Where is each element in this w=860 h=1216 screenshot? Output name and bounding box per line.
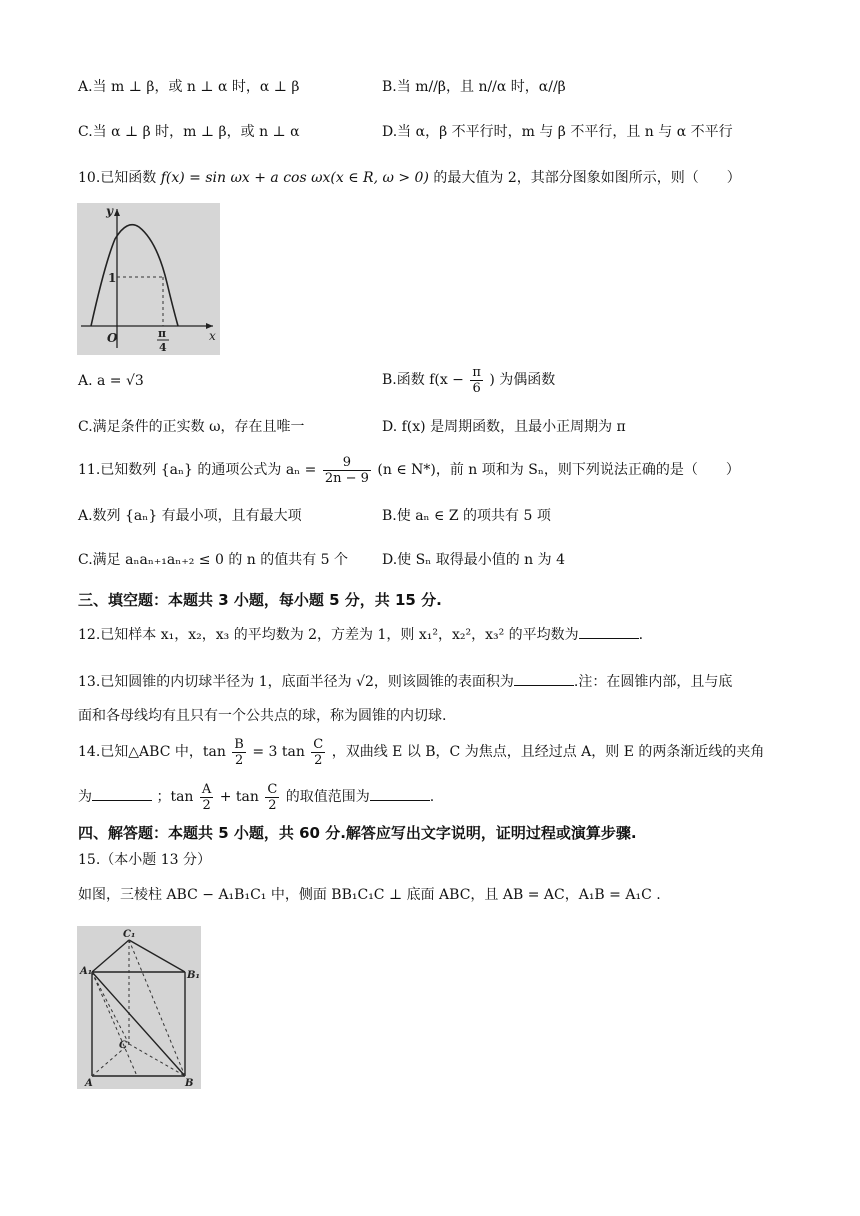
q11-option-b: B.使 aₙ ∈ Z 的项共有 5 项 <box>382 508 551 524</box>
q10-stem-formula: f(x) = sin ωx + a cos ωx(x ∈ R, ω > 0) <box>160 170 429 186</box>
q11-stem <box>78 452 740 488</box>
q14-line2-c: + tan <box>219 789 259 805</box>
q9-option-b: B.当 m//β，且 n//α 时，α//β <box>382 79 566 95</box>
q13-answer-blank <box>514 671 574 686</box>
q14-line1-c: ，双曲线 E 以 B，C 为焦点，且经过点 A，则 E 的两条渐近线的夹角 <box>331 744 765 760</box>
q10-graph-svg <box>77 203 220 355</box>
q9-option-d: D.当 α，β 不平行时，m 与 β 不平行，且 n 与 α 不平行 <box>382 124 733 140</box>
q10-option-b-fraction <box>470 365 483 396</box>
q11-stem-prefix: 11.已知数列 {aₙ} 的通项公式为 aₙ = <box>78 462 317 478</box>
q11-option-a: A.数列 {aₙ} 有最小项，且有最大项 <box>78 508 302 524</box>
q15-label-c1: C₁ <box>123 929 136 940</box>
q14-frac-b <box>232 737 246 768</box>
q15-label-c: C <box>119 1040 127 1051</box>
q15-label-a: A <box>85 1078 93 1089</box>
q10-graph-y-label: y <box>106 204 113 218</box>
q10-option-b-suffix: ) 为偶函数 <box>489 372 556 388</box>
q14-line2-e: . <box>429 789 435 805</box>
q10-graph-x-label: x <box>209 329 216 343</box>
section-3-heading: 三、填空题：本题共 3 小题，每小题 5 分，共 15 分. <box>78 591 442 609</box>
q10-graph-figure <box>77 203 220 355</box>
q14-frac-c-num: C <box>313 736 324 752</box>
q11-option-d: D.使 Sₙ 取得最小值的 n 为 4 <box>382 552 565 568</box>
q11-option-c: C.满足 aₙaₙ₊₁aₙ₊₂ ≤ 0 的 n 的值共有 5 个 <box>78 552 349 568</box>
q14-line1 <box>78 732 764 772</box>
q14-line2-a: 为 <box>78 789 92 805</box>
q14-frac-a-num: A <box>201 781 212 797</box>
q14-line2 <box>78 777 434 817</box>
q14-frac-b-num: B <box>234 736 244 752</box>
q14-frac-c2-num: C <box>267 781 278 797</box>
q14-frac-c-den: 2 <box>314 752 323 768</box>
q10-stem-suffix: 的最大值为 2，其部分图象如图所示，则（ ） <box>433 170 741 186</box>
q10-stem <box>78 167 741 189</box>
q10-option-b-prefix: B.函数 f(x − <box>382 372 464 388</box>
q15-header: 15.（本小题 13 分） <box>78 852 211 868</box>
q15-label-b: B <box>185 1078 194 1089</box>
q10-option-b-num: π <box>472 364 481 380</box>
q14-frac-a <box>200 782 213 813</box>
q10-graph-pi-label: π <box>158 327 167 340</box>
q12-text-a: 12.已知样本 x₁，x₂，x₃ 的平均数为 2，方差为 1，则 x₁²，x₂²，x₃² 的平均数为 <box>78 627 579 643</box>
q10-graph-origin-label: O <box>107 331 118 345</box>
q10-option-c: C.满足条件的正实数 ω，存在且唯一 <box>78 419 305 435</box>
q10-option-b <box>382 362 555 398</box>
q11-stem-num: 9 <box>323 455 371 471</box>
q14-frac-c2-den: 2 <box>268 797 277 813</box>
q14-frac-b-den: 2 <box>234 752 244 768</box>
q12-text <box>78 624 643 646</box>
q15-label-a1: A₁ <box>80 966 93 977</box>
q14-line2-b: ；tan <box>156 789 194 805</box>
q15-label-b1: B₁ <box>187 970 200 981</box>
q14-line1-b: = 3 tan <box>252 744 305 760</box>
q9-option-a: A.当 m ⊥ β，或 n ⊥ α 时，α ⊥ β <box>78 79 300 95</box>
q14-answer-blank-1 <box>92 786 152 801</box>
q11-stem-fraction <box>323 455 371 486</box>
q10-option-a: A. a = √3 <box>78 373 144 389</box>
q15-text: 如图，三棱柱 ABC − A₁B₁C₁ 中，侧面 BB₁C₁C ⊥ 底面 ABC，且 AB = AC，A₁B = A₁C . <box>78 887 661 903</box>
section-4-heading: 四、解答题：本题共 5 小题，共 60 分.解答应写出文字说明，证明过程或演算步骤. <box>78 824 637 842</box>
q10-stem-prefix: 10.已知函数 <box>78 170 157 186</box>
q12-answer-blank <box>579 624 639 639</box>
q10-option-d: D. f(x) 是周期函数，且最小正周期为 π <box>382 419 626 435</box>
q14-line1-a: 14.已知△ABC 中，tan <box>78 744 226 760</box>
q14-frac-c <box>311 737 325 768</box>
q11-stem-suffix: (n ∈ N*)，前 n 项和为 Sₙ，则下列说法正确的是（ ） <box>377 462 740 478</box>
q13-line1-a: 13.已知圆锥的内切球半径为 1，底面半径为 √2，则该圆锥的表面积为 <box>78 674 514 690</box>
q11-stem-den: 2n − 9 <box>324 470 369 486</box>
q13-line1 <box>78 671 732 693</box>
q10-graph-four-label: 4 <box>159 341 167 354</box>
q12-text-b: . <box>638 627 644 643</box>
q13-line1-b: .注：在圆锥内部，且与底 <box>573 674 733 690</box>
q13-line2: 面和各母线均有且只有一个公共点的球，称为圆锥的内切球. <box>78 708 447 724</box>
q14-answer-blank-2 <box>370 786 430 801</box>
q15-prism-figure <box>77 926 201 1089</box>
q15-prism-svg <box>77 926 201 1089</box>
q10-graph-one-label: 1 <box>108 271 117 285</box>
q10-option-b-den: 6 <box>472 380 481 396</box>
q9-option-c: C.当 α ⊥ β 时，m ⊥ β，或 n ⊥ α <box>78 124 300 140</box>
q14-line2-d: 的取值范围为 <box>285 789 370 805</box>
q14-frac-a-den: 2 <box>202 797 211 813</box>
q14-frac-c2 <box>265 782 279 813</box>
